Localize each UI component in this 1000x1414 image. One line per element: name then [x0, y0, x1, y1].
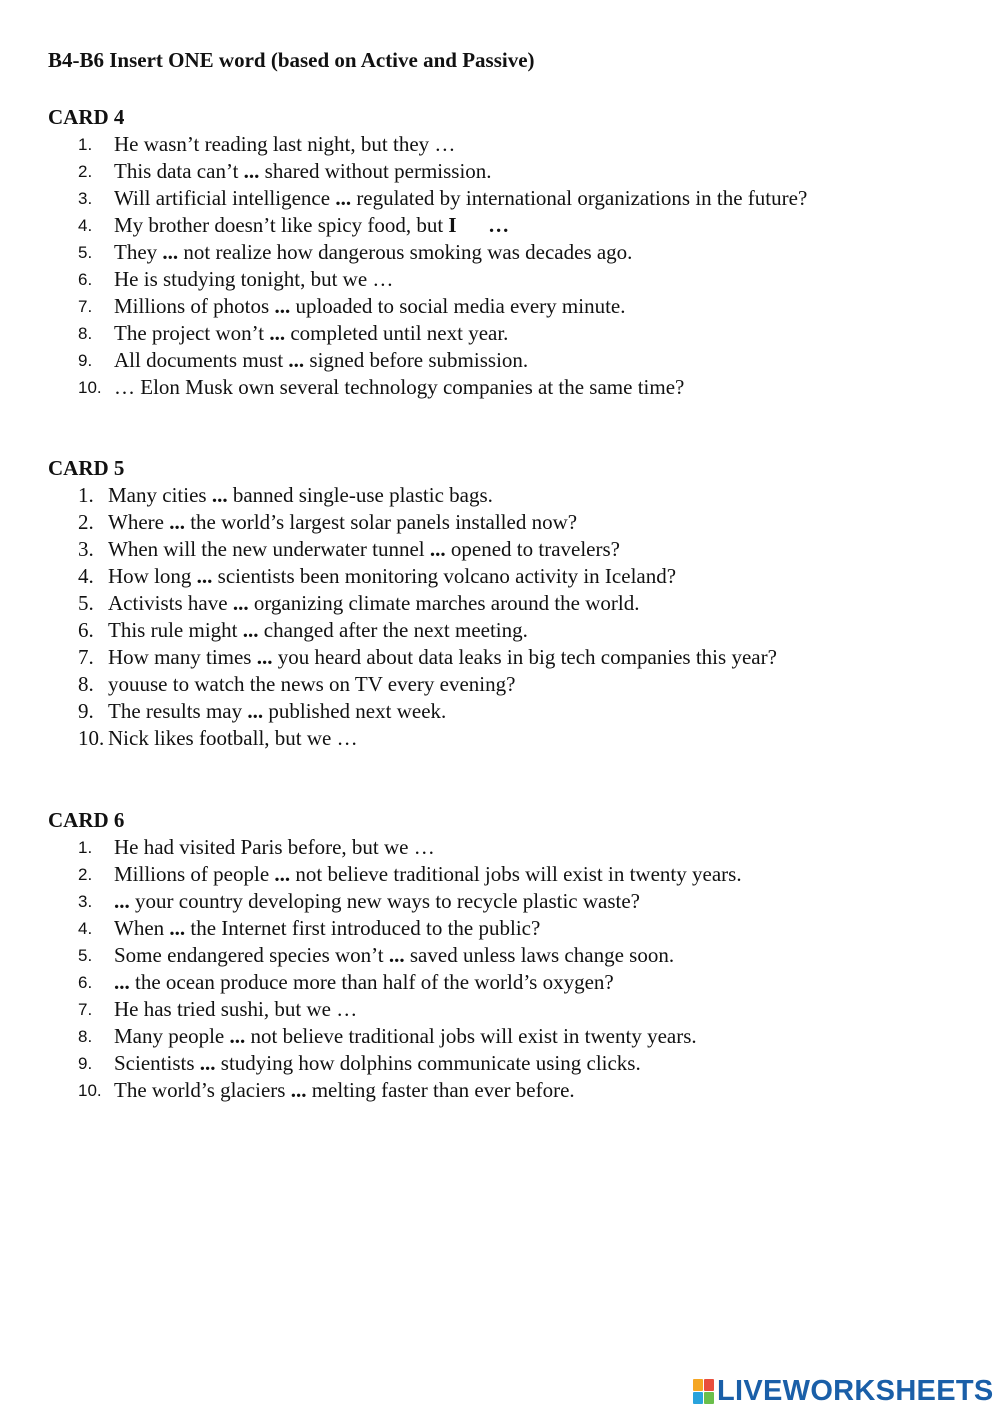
- item-text: He is studying tonight, but we …: [114, 267, 394, 291]
- item-number: 8.: [78, 1027, 93, 1046]
- item-text: ... your country developing new ways to recycle plastic waste?: [114, 889, 640, 913]
- item-text: ... the ocean produce more than half of the world’s oxygen?: [114, 970, 614, 994]
- card-heading: CARD 6: [48, 808, 125, 832]
- list-item: [48, 212, 968, 239]
- list-item: [48, 158, 968, 185]
- item-text: … Elon Musk own several technology companies at the same time?: [114, 375, 685, 399]
- item-text: The results may ... published next week.: [108, 699, 447, 723]
- logo-mark-icon: [693, 1379, 714, 1404]
- item-text: Many people ... not believe traditional jobs will exist in twenty years.: [114, 1024, 697, 1048]
- item-text: How many times ... you heard about data leaks in big tech companies this year?: [108, 645, 777, 669]
- card-5: [48, 455, 968, 752]
- liveworksheets-logo[interactable]: [693, 1374, 994, 1407]
- item-number: 3.: [78, 189, 93, 208]
- item-text: This rule might ... changed after the next meeting.: [108, 618, 528, 642]
- item-text: He has tried sushi, but we …: [114, 997, 358, 1021]
- list-item: [48, 590, 968, 617]
- item-text: Some endangered species won’t ... saved unless laws change soon.: [114, 943, 675, 967]
- item-text: youuse to watch the news on TV every evening?: [108, 672, 516, 696]
- item-text: Millions of photos ... uploaded to social media every minute.: [114, 294, 626, 318]
- item-text: He wasn’t reading last night, but they …: [114, 132, 456, 156]
- item-number: 6.: [78, 973, 93, 992]
- item-number: 2.: [78, 865, 93, 884]
- item-number: 6.: [78, 270, 93, 289]
- item-text: Millions of people ... not believe traditional jobs will exist in twenty years.: [114, 862, 742, 886]
- card-heading: CARD 5: [48, 456, 125, 480]
- list-item: [48, 617, 968, 644]
- item-text: The world’s glaciers ... melting faster than ever before.: [114, 1078, 575, 1102]
- item-text: Will artificial intelligence ... regulated by international organizations in the future?: [114, 186, 808, 210]
- card-6: [48, 807, 968, 1104]
- item-text: Many cities ... banned single-use plastic bags.: [108, 483, 493, 507]
- list-item: [48, 671, 968, 698]
- item-number: 7.: [78, 1000, 93, 1019]
- item-text: How long ... scientists been monitoring volcano activity in Iceland?: [108, 564, 677, 588]
- list-item: [48, 861, 968, 888]
- item-text: My brother doesn’t like spicy food, but I …: [114, 213, 510, 237]
- item-number: 9.: [78, 1054, 93, 1073]
- worksheet-title: B4-B6 Insert ONE word (based on Active and Passive): [48, 48, 535, 72]
- item-number: 2.: [78, 510, 94, 534]
- list-item: [48, 969, 968, 996]
- item-text: All documents must ... signed before submission.: [114, 348, 529, 372]
- item-number: 9.: [78, 351, 93, 370]
- list-item: [48, 563, 968, 590]
- card-heading: CARD 4: [48, 105, 125, 129]
- item-text: Activists have ... organizing climate marches around the world.: [108, 591, 640, 615]
- item-number: 1.: [78, 483, 94, 507]
- item-number: 4.: [78, 919, 93, 938]
- list-item: [48, 320, 968, 347]
- list-item: [48, 482, 968, 509]
- item-number: 10.: [78, 726, 105, 750]
- item-number: 6.: [78, 618, 94, 642]
- item-text: This data can’t ... shared without permission.: [114, 159, 492, 183]
- logo-tile: [704, 1392, 714, 1404]
- list-item: [48, 347, 968, 374]
- logo-tile: [693, 1392, 703, 1404]
- list-item: [48, 266, 968, 293]
- item-text: Nick likes football, but we …: [108, 726, 358, 750]
- list-item: [48, 1050, 968, 1077]
- list-item: [48, 1023, 968, 1050]
- logo-tile: [693, 1379, 703, 1391]
- item-number: 5.: [78, 591, 94, 615]
- list-item: [48, 888, 968, 915]
- item-text: When will the new underwater tunnel ... opened to travelers?: [108, 537, 620, 561]
- item-text: Where ... the world’s largest solar panels installed now?: [108, 510, 578, 534]
- item-number: 4.: [78, 564, 94, 588]
- list-item: [48, 185, 968, 212]
- item-number: 5.: [78, 946, 93, 965]
- list-item: [48, 239, 968, 266]
- list-item: [48, 644, 968, 671]
- item-text: He had visited Paris before, but we …: [114, 835, 435, 859]
- item-number: 10.: [78, 378, 102, 397]
- item-number: 2.: [78, 162, 93, 181]
- item-number: 7.: [78, 297, 93, 316]
- item-text: They ... not realize how dangerous smoking was decades ago.: [114, 240, 633, 264]
- item-number: 9.: [78, 699, 94, 723]
- item-text: Scientists ... studying how dolphins communicate using clicks.: [114, 1051, 641, 1075]
- list-item: [48, 942, 968, 969]
- item-number: 8.: [78, 672, 94, 696]
- item-number: 7.: [78, 645, 94, 669]
- card-4: [48, 104, 968, 401]
- list-item: [48, 698, 968, 725]
- item-number: 5.: [78, 243, 93, 262]
- item-number: 1.: [78, 838, 93, 857]
- item-text: When ... the Internet first introduced to the public?: [114, 916, 541, 940]
- list-item: [48, 374, 968, 401]
- list-item: [48, 915, 968, 942]
- list-item: [48, 293, 968, 320]
- logo-tile: [704, 1379, 714, 1391]
- list-item: [48, 1077, 968, 1104]
- list-item: [48, 131, 968, 158]
- list-item: [48, 536, 968, 563]
- item-number: 3.: [78, 892, 93, 911]
- list-item: [48, 509, 968, 536]
- list-item: [48, 834, 968, 861]
- logo-text: LIVEWORKSHEETS: [717, 1374, 994, 1407]
- list-item: [48, 725, 968, 752]
- item-number: 10.: [78, 1081, 102, 1100]
- item-number: 4.: [78, 216, 93, 235]
- item-number: 3.: [78, 537, 94, 561]
- item-number: 1.: [78, 135, 93, 154]
- list-item: [48, 996, 968, 1023]
- item-number: 8.: [78, 324, 93, 343]
- item-text: The project won’t ... completed until next year.: [114, 321, 509, 345]
